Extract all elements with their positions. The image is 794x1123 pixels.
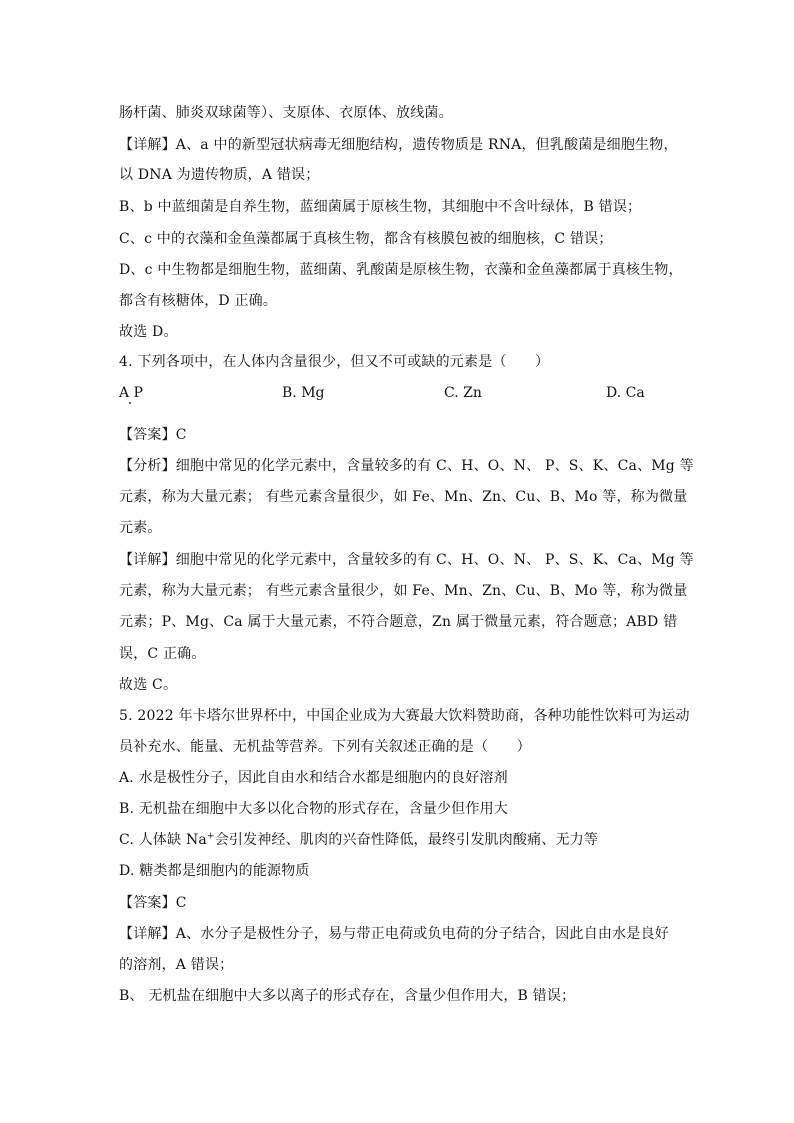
question-4: 4. 下列各项中，在人体内含量很少，但又不可或缺的元素是（ ） <box>119 354 550 370</box>
text-line: 【详解】细胞中常见的化学元素中，含量较多的有 C、H、O、N、 P、S、K、Ca、Mg 等 <box>119 552 694 568</box>
text-line: B、b 中蓝细菌是自养生物，蓝细菌属于原核生物，其细胞中不含叶绿体，B 错误； <box>119 199 642 215</box>
q4-option-c: C. Zn <box>444 385 482 401</box>
q4-option-a: A P <box>119 385 143 401</box>
text-line: 【详解】A、水分子是极性分子，易与带正电荷或负电荷的分子结合，因此自由水是良好 <box>119 926 669 942</box>
text-line: 员补充水、能量、无机盐等营养。下列有关叙述正确的是（ ） <box>119 739 531 755</box>
q5-option-a: A. 水是极性分子，因此自由水和结合水都是细胞内的良好溶剂 <box>119 770 508 786</box>
text-line: 都含有核糖体，D 正确。 <box>119 293 278 309</box>
text-line: 元素，称为大量元素； 有些元素含量很少，如 Fe、Mn、Zn、Cu、B、Mo 等，称为微量 <box>119 583 688 599</box>
text-line: 【分析】细胞中常见的化学元素中，含量较多的有 C、H、O、N、 P、S、K、Ca、Mg 等 <box>119 458 694 474</box>
text-line: 故选 D。 <box>119 324 178 340</box>
text-line: 误，C 正确。 <box>119 646 206 662</box>
q4-option-d: D. Ca <box>606 385 645 401</box>
answer-label: 【答案】C <box>119 895 187 911</box>
text-line: 以 DNA 为遗传物质，A 错误； <box>119 167 320 183</box>
text-line: 故选 C。 <box>119 677 178 693</box>
stray-dot <box>129 402 131 404</box>
text-line: B、 无机盐在细胞中大多以离子的形式存在，含量少但作用大，B 错误； <box>119 988 576 1004</box>
text-line: 【详解】A、a 中的新型冠状病毒无细胞结构，遗传物质是 RNA，但乳酸菌是细胞生物， <box>119 137 678 153</box>
q5-option-b: B. 无机盐在细胞中大多以化合物的形式存在，含量少但作用大 <box>119 801 508 817</box>
text-line: 元素，称为大量元素； 有些元素含量很少，如 Fe、Mn、Zn、Cu、B、Mo 等，称为微量 <box>119 489 688 505</box>
q4-option-b: B. Mg <box>282 385 325 401</box>
text-line: 的溶剂，A 错误； <box>119 957 234 973</box>
text-line: 肠杆菌、肺炎双球菌等）、支原体、衣原体、放线菌。 <box>119 105 453 121</box>
option-c-suffix: 会引发神经、肌肉的兴奋性降低，最终引发肌肉酸痛、无力等 <box>214 832 599 848</box>
option-c-prefix: C. 人体缺 Na <box>119 832 207 848</box>
answer-label: 【答案】C <box>119 427 187 443</box>
text-line: D、c 中生物都是细胞生物，蓝细菌、乳酸菌是原核生物，衣藻和金鱼藻都属于真核生物， <box>119 262 683 278</box>
superscript-plus: + <box>206 831 215 842</box>
q5-option-c <box>119 831 679 849</box>
text-line: C、c 中的衣藻和金鱼藻都属于真核生物，都含有核膜包被的细胞核，C 错误； <box>119 231 613 247</box>
q5-option-d: D. 糖类都是细胞内的能源物质 <box>119 863 310 879</box>
question-5: 5. 2022 年卡塔尔世界杯中，中国企业成为大赛最大饮料赞助商，各种功能性饮料可为运动 <box>119 708 690 724</box>
text-line: 元素；P、Mg、Ca 属于大量元素，不符合题意，Zn 属于微量元素，符合题意；ABD 错 <box>119 614 678 630</box>
text-line: 元素。 <box>119 520 162 536</box>
